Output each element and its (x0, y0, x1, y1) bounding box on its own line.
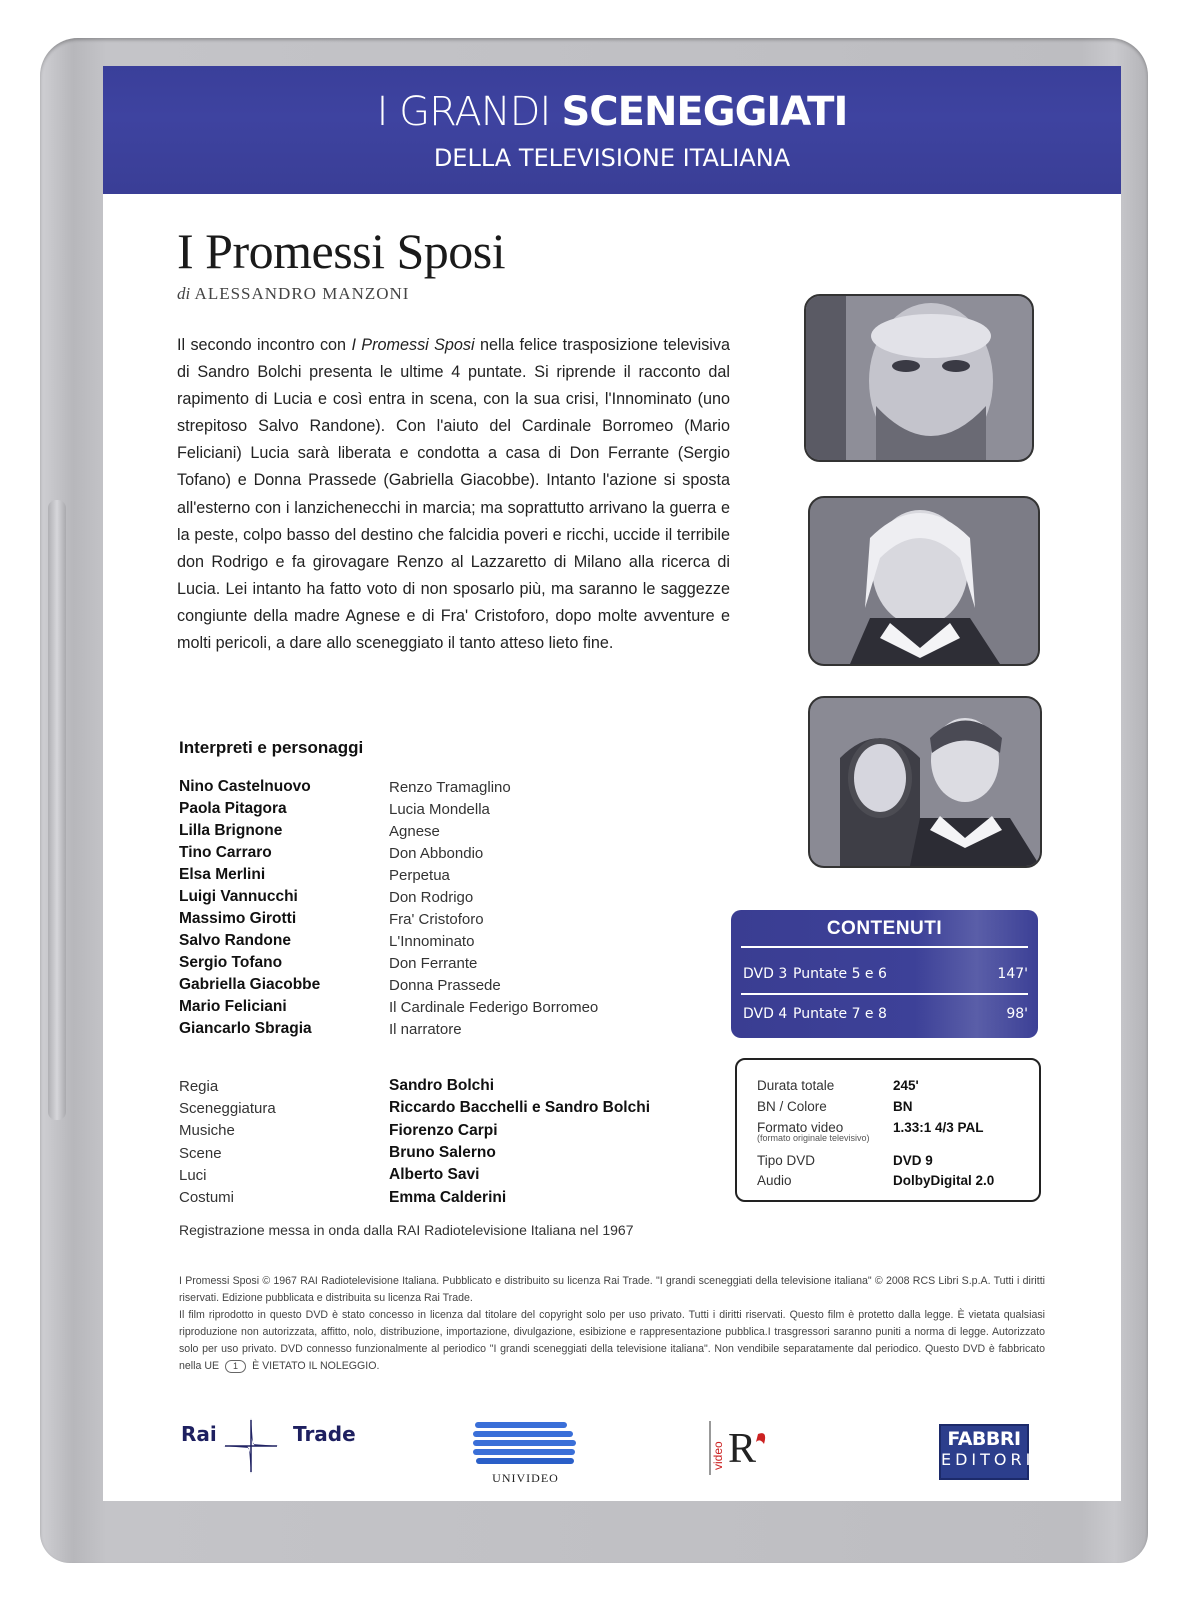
crew-row: Sceneggiatura Riccardo Bacchelli e Sandro Bolchi (179, 1099, 650, 1117)
spec-row: Audio DolbyDigital 2.0 (757, 1173, 995, 1188)
series-subtitle: DELLA TELEVISIONE ITALIANA (433, 144, 791, 172)
contents-row: DVD 3 Puntate 5 e 6 147' (743, 966, 1028, 982)
video-r-logo (708, 1420, 780, 1476)
spec-row: Formato video (formato originale televisivo) 1.33:1 4/3 PAL (757, 1120, 984, 1143)
contents-title: CONTENUTI (826, 918, 943, 939)
author-line: di ALESSANDRO MANZONI (177, 284, 410, 303)
still-photo-3 (808, 696, 1042, 868)
legal-copyright: I Promessi Sposi © 1967 RAI Radiotelevisione Italiana. Pubblicato e distribuito su licenza Rai Trade. "I grandi sceneggiati della televisione italiana" © 2008 RCS Libri S.p.A. Tutti i diritti riservati. Edizione pubblicata e distribuita su licenza Rai Trade. (179, 1275, 1045, 1304)
svg-text:video: video (711, 1441, 725, 1470)
case-spine (48, 500, 66, 1120)
series-banner (103, 66, 1121, 194)
cast-row: Nino Castelnuovo Renzo Tramaglino (179, 778, 511, 796)
broadcast-note: Registrazione messa in onda dalla RAI Radiotelevisione Italiana nel 1967 (179, 1222, 634, 1238)
series-title: I GRANDI SCENEGGIATI (376, 89, 848, 135)
cast-row: Sergio Tofano Don Ferrante (179, 954, 478, 972)
publisher-logos (103, 1406, 1121, 1496)
video-r-icon (708, 1420, 780, 1476)
legal-license: Il film riprodotto in questo DVD è stato concesso in licenza dal titolare del copyright solo per uso privato. Tutti i diritti riservati. Questo film è protetto dalla legge. È vietata qualsiasi riproduzione non autorizzata, affitto, nolo, distribuzione, importazione, divulgazione, esibizione e rappresentazione pubblica.I trasgressori saranno puniti a norma di legge. Autorizzato solo per uso privato. DVD connesso funzionalmente al periodico "I grandi sceneggiati della televisione italiana". Non vendibile separatamente dal periodico. Questo DVD è fabbricato nella UE 1 È VIETATO IL NOLEGGIO. (179, 1309, 1045, 1372)
crew-list (179, 1075, 699, 1209)
svg-text:R: R (728, 1426, 757, 1472)
spec-row: Durata totale 245' (757, 1078, 919, 1093)
cast-row: Giancarlo Sbragia Il narratore (179, 1020, 462, 1038)
still-photo-2 (808, 496, 1040, 666)
woman-in-bonnet-image (810, 498, 1038, 664)
cast-row: Massimo Girotti Fra' Cristoforo (179, 910, 484, 928)
rai-star-icon (221, 1416, 281, 1476)
region-code-badge: 1 (225, 1360, 246, 1373)
synopsis: Il secondo incontro con I Promessi Sposi nella felice trasposizione televisiva di Sandro Bolchi presenta le ultime 4 puntate. Si riprende il racconto dal rapimento di Lucia e così entra in scena, con la sua crisi, l'Innominato (uno strepitoso Salvo Randone). Con l'aiuto del Cardinale Borromeo (Mario Feliciani) Lucia sarà liberata e condotta a casa di Don Ferrante (Sergio Tofano) e Donna Prassede (Gabriella Giacobbe). Intanto l'azione si sposta all'esterno con i lanzichenecchi in marcia; ma soprattutto arrivano la guerra e la peste, colpo basso del destino che falcidia poveri e ricchi, uccide il terribile don Rodrigo e fa girovagare Renzo al Lazzaretto di Milano alla ricerca di Lucia. Lei intanto ha fatto voto di non sposarlo più, ma saranno le saggezze congiunte della madre Agnese e di Fra' Cristoforo, dopo molte avventure e molti pericoli, a dare allo sceneggiato il tanto atteso lieto fine. (177, 336, 730, 653)
fabbri-editori-logo: FABBRI EDITORI (939, 1424, 1029, 1480)
contents-panel (731, 910, 1038, 1038)
cast-row: Tino Carraro Don Abbondio (179, 844, 484, 862)
divider (741, 946, 1028, 948)
divider (741, 993, 1028, 995)
crew-row: Luci Alberto Savi (179, 1166, 480, 1184)
crew-row: Scene Bruno Salerno (179, 1144, 496, 1162)
still-photo-1 (804, 294, 1034, 462)
young-couple-image (810, 698, 1040, 866)
bearded-man-image (806, 296, 1032, 460)
cast-row: Elsa Merlini Perpetua (179, 866, 450, 884)
dvd-back-cover (103, 66, 1121, 1501)
rai-trade-logo: Rai Trade (181, 1422, 217, 1446)
crew-row: Musiche Fiorenzo Carpi (179, 1121, 498, 1140)
crew-row: Costumi Emma Calderini (179, 1188, 507, 1207)
legal-notice (179, 1273, 1045, 1375)
cast-list (179, 776, 639, 1040)
work-title: I Promessi Sposi (177, 223, 506, 279)
cast-row: Luigi Vannucchi Don Rodrigo (179, 888, 474, 906)
contents-row: DVD 4 Puntate 7 e 8 98' (743, 1006, 1028, 1022)
spec-row: Tipo DVD DVD 9 (757, 1153, 933, 1168)
univideo-logo: UNIVIDEO (473, 1420, 578, 1486)
crew-row: Regia Sandro Bolchi (179, 1077, 495, 1095)
univideo-waves-icon (473, 1420, 578, 1466)
spec-row: BN / Colore BN (757, 1099, 913, 1114)
cast-row: Lilla Brignone Agnese (179, 822, 440, 840)
cast-row: Salvo Randone L'Innominato (179, 932, 475, 950)
cast-row: Gabriella Giacobbe Donna Prassede (179, 976, 501, 994)
cast-heading: Interpreti e personaggi (179, 738, 364, 757)
cast-row: Mario Feliciani Il Cardinale Federigo Borromeo (179, 998, 599, 1016)
cast-row: Paola Pitagora Lucia Mondella (179, 800, 490, 818)
tech-specs-panel (735, 1058, 1041, 1202)
